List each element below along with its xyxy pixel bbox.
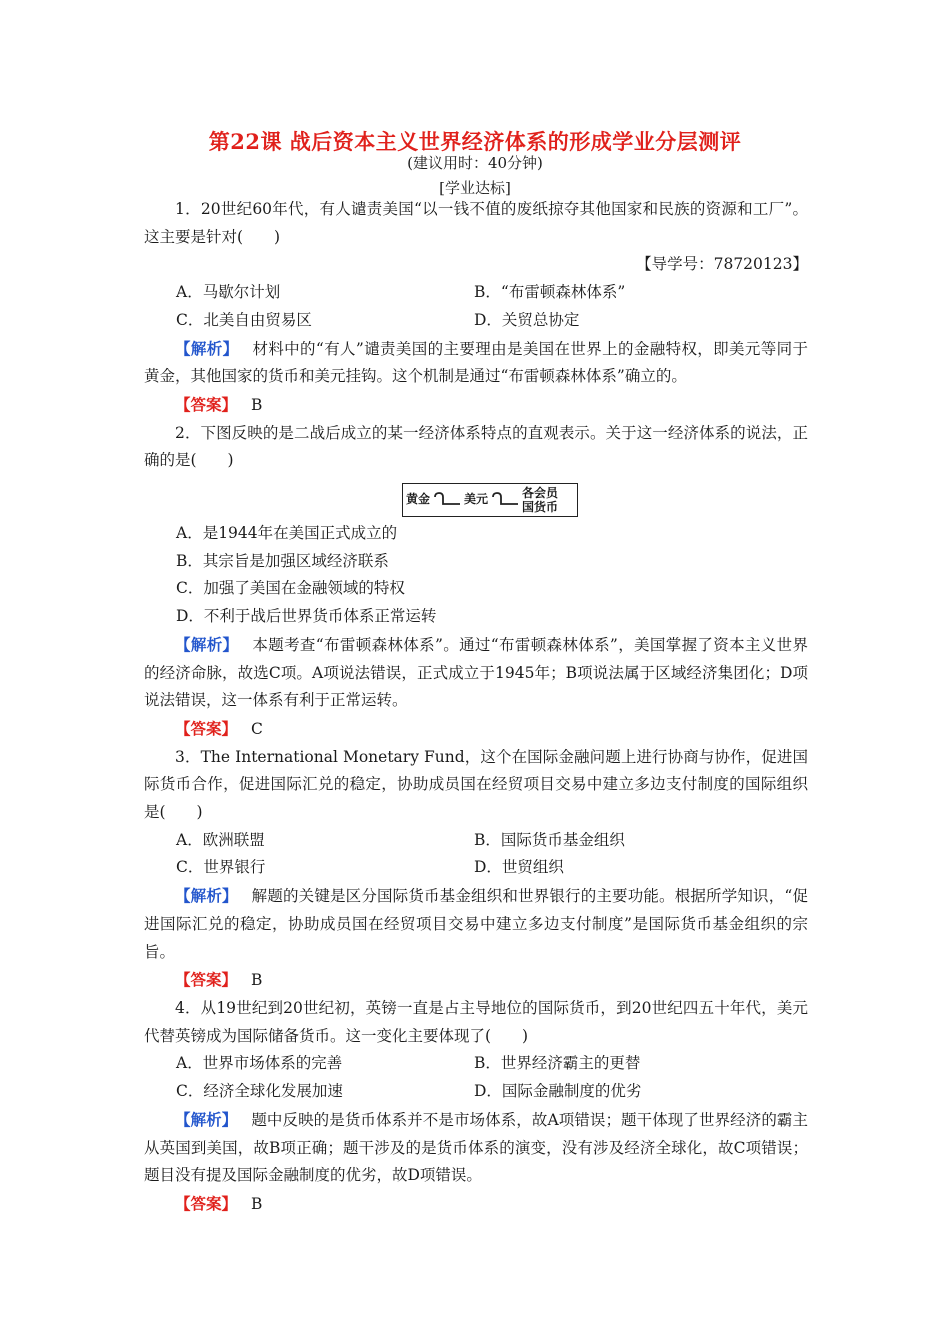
question-4-analysis-text: 题中反映的是货币体系并不是市场体系，故A项错误；题干体现了世界经济的霸主从英国到美国，故B项正确；题干涉及的是货币体系的演变，没有涉及经济全球化，故C项错误；题目没有提及国际金融制度的优劣，故D项错误。 <box>144 1110 808 1185</box>
question-1-option-b: B．“布雷顿森林体系” <box>474 283 626 302</box>
question-2-answer <box>144 715 808 744</box>
diagram-member-line-2: 国货币 <box>522 500 559 515</box>
question-3-option-d: D．世贸组织 <box>474 858 564 877</box>
currency-peg-diagram <box>402 483 578 517</box>
analysis-label: 【解析】 <box>175 634 239 654</box>
question-3-analysis <box>144 882 808 966</box>
question-2-answer-value: C <box>251 719 263 738</box>
question-3-option-a: A．欧洲联盟 <box>176 830 265 849</box>
question-1-option-d: D．关贸总协定 <box>474 310 580 329</box>
answer-label: 【答案】 <box>175 1193 238 1213</box>
page-title: 第22课 战后资本主义世界经济体系的形成学业分层测评 <box>208 129 742 154</box>
question-2-analysis <box>144 631 808 715</box>
question-2-analysis-text: 本题考查“布雷顿森林体系”。通过“布雷顿森林体系”，美国掌握了资本主义世界的经济命脉，故选C项。A项说法错误，正式成立于1945年；B项说法属于区域经济集团化；D项说法错误，这一体系有利于正常运转。 <box>144 635 808 710</box>
analysis-label: 【解析】 <box>175 1109 238 1129</box>
diagram-member-line-1: 各会员 <box>522 486 559 501</box>
diagram-member-currency-label <box>519 486 561 514</box>
analysis-label: 【解析】 <box>175 886 238 906</box>
question-4-answer <box>144 1190 808 1219</box>
diagram-usd-label: 美元 <box>464 492 489 507</box>
peg-hook-icon <box>433 491 461 509</box>
question-4-option-a: A．世界市场体系的完善 <box>176 1054 343 1073</box>
question-2-option-d: D．不利于战后世界货币体系正常运转 <box>176 607 437 626</box>
question-3-option-c: C．世界银行 <box>176 858 266 877</box>
answer-label: 【答案】 <box>175 394 238 414</box>
diagram-gold-label: 黄金 <box>406 492 431 507</box>
question-1-options-row-1 <box>144 279 808 307</box>
question-4-stem: 4．从19世纪到20世纪初，英镑一直是占主导地位的国际货币，到20世纪四五十年代，美元代替英镑成为国际储备货币。这一变化主要体现了( ) <box>144 998 808 1045</box>
question-2-figure <box>144 475 808 520</box>
question-2-stem: 2．下图反映的是二战后成立的某一经济体系特点的直观表示。关于这一经济体系的说法，正确的是( ) <box>144 423 808 470</box>
question-1-options-row-2 <box>144 307 808 335</box>
peg-hook-icon <box>491 491 519 509</box>
question-1-analysis-text: 材料中的“有人”谴责美国的主要理由是美国在世界上的金融特权，即美元等同于黄金，其他国家的货币和美元挂钩。这个机制是通过“布雷顿森林体系”确立的。 <box>144 339 808 386</box>
section-heading: [学业达标] <box>439 179 511 197</box>
question-3-options-row-1 <box>144 827 808 855</box>
question-3-answer-value: B <box>251 971 263 990</box>
question-4-options-row-1 <box>144 1050 808 1078</box>
question-4-answer-value: B <box>251 1194 263 1213</box>
question-1-ref: 【导学号：78720123】 <box>636 255 808 274</box>
question-1-option-c: C．北美自由贸易区 <box>176 310 312 329</box>
question-3-stem: 3．The International Monetary Fund，这个在国际金融问题上进行协商与协作，促进国际货币合作，促进国际汇兑的稳定，协助成员国在经贸项目交易中建立多边支付制度的国际组织是( ) <box>144 747 808 822</box>
question-4-options-row-2 <box>144 1078 808 1106</box>
question-3-options-row-2 <box>144 854 808 882</box>
question-1-answer-value: B <box>251 395 263 414</box>
question-4-option-b: B．世界经济霸主的更替 <box>474 1054 641 1073</box>
question-2-option-a: A．是1944年在美国正式成立的 <box>176 524 398 543</box>
question-4-option-d: D．国际金融制度的优劣 <box>474 1082 642 1101</box>
question-2-option-c: C．加强了美国在金融领域的特权 <box>176 579 405 598</box>
question-3-answer <box>144 966 808 995</box>
suggested-time: (建议用时：40分钟) <box>407 154 543 172</box>
question-1-stem: 1．20世纪60年代，有人谴责美国“以一钱不值的废纸掠夺其他国家和民族的资源和工厂”。这主要是针对( ) <box>144 200 808 246</box>
question-3-analysis-text: 解题的关键是区分国际货币基金组织和世界银行的主要功能。根据所学知识，“促进国际汇兑的稳定，协助成员国在经贸项目交易中建立多边支付制度”是国际货币基金组织的宗旨。 <box>144 887 808 961</box>
question-list <box>144 196 808 1219</box>
question-1-answer <box>144 391 808 420</box>
answer-label: 【答案】 <box>175 970 238 990</box>
question-1-analysis <box>144 335 808 391</box>
analysis-label: 【解析】 <box>175 338 239 358</box>
question-3-option-b: B．国际货币基金组织 <box>474 830 625 849</box>
answer-label: 【答案】 <box>175 718 238 738</box>
question-2-option-b: B．其宗旨是加强区域经济联系 <box>176 551 389 570</box>
question-1-option-a: A．马歇尔计划 <box>176 283 281 302</box>
question-4-analysis <box>144 1106 808 1190</box>
question-4-option-c: C．经济全球化发展加速 <box>176 1082 343 1101</box>
